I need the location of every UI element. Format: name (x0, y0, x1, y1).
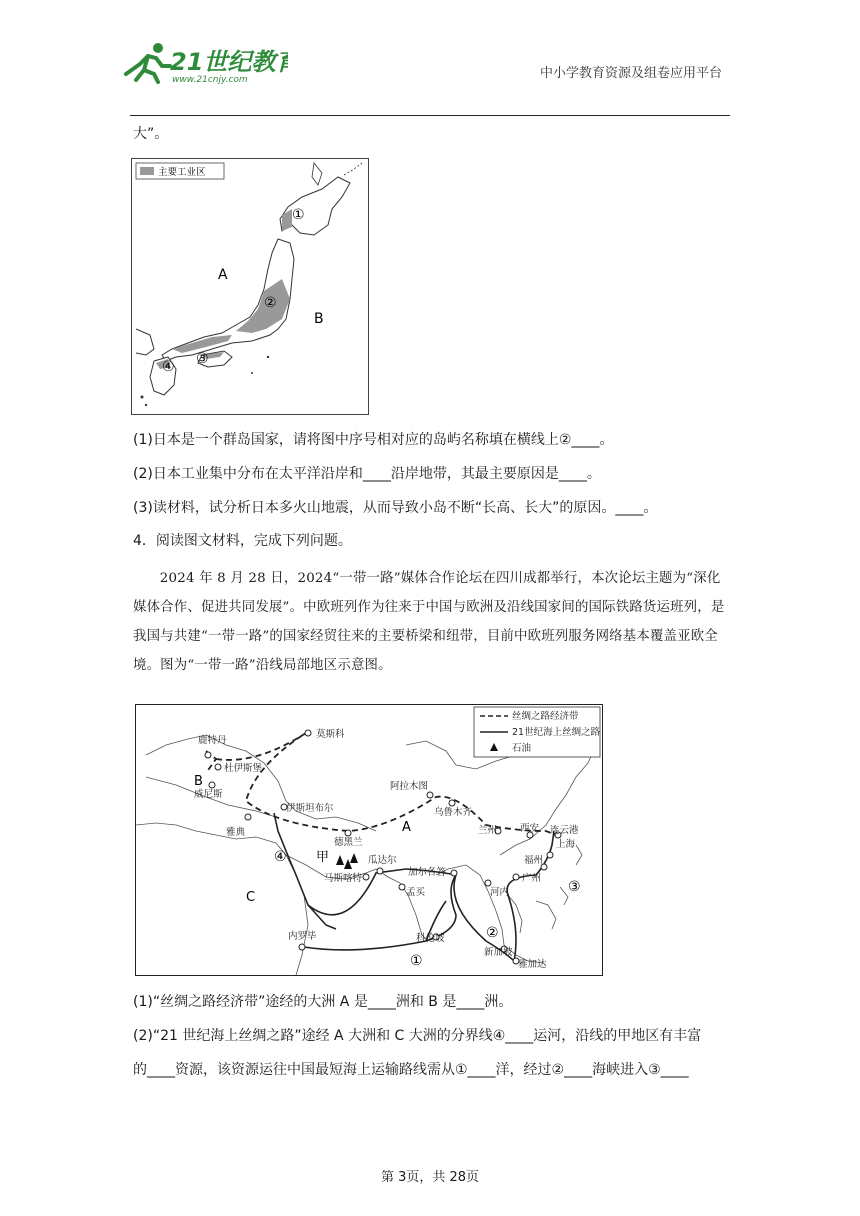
city-lianyungang: 连云港 (550, 825, 579, 836)
map1-label-a: A (218, 267, 228, 283)
map2-label-c: C (246, 890, 256, 905)
question-4-2-line1: (2)“21 世纪海上丝绸之路”途经 A 大洲和 C 大洲的分界线④____运河，沿线的甲地区有丰富 (133, 1028, 702, 1044)
question-4-material: 2024 年 8 月 28 日，2024“一带一路”媒体合作论坛在四川成都举行，本次论坛主题为“深化媒体合作、促进共同发展”。中欧班列作为往来于中国与欧洲及沿线国家间的国际铁路货运班列，是我国与共建“一带一路”的国家经贸往来的主要桥梁和纽带，目前中欧班列服务网络基本覆盖亚欧全境。图为“一带一路”沿线局部地区示意图。 (133, 571, 725, 673)
city-urumqi: 乌鲁木齐 (434, 807, 473, 818)
logo-url: www.21cnjy.com (172, 75, 248, 85)
question-4-2-line2: 的____资源，该资源运往中国最短海上运输路线需从①____洋，经过②____海峡进入③____ (133, 1062, 689, 1078)
japan-map (131, 158, 369, 415)
map1-mark-1: ① (292, 207, 305, 223)
map2-label-a: A (402, 820, 411, 835)
city-moscow: 莫斯科 (316, 729, 345, 740)
city-duisburg: 杜伊斯堡 (224, 763, 263, 774)
question-4-1: (1)“丝绸之路经济带”途经的大洲 A 是____洲和 B 是____洲。 (133, 994, 513, 1010)
city-colombo: 科伦坡 (416, 933, 445, 944)
city-singapore: 新加坡 (484, 947, 513, 958)
text-fragment: 大”。 (133, 126, 169, 142)
city-shanghai: 上海 (556, 839, 576, 850)
map2-legend-silk-road-belt: 丝绸之路经济带 (512, 711, 579, 722)
city-guangzhou: 广州 (522, 873, 542, 884)
map1-mark-4: ④ (162, 359, 175, 375)
city-jakarta: 雅加达 (518, 959, 547, 970)
city-fuzhou: 福州 (524, 855, 544, 866)
map2-legend-maritime-silk-road: 21世纪海上丝绸之路 (512, 727, 601, 738)
page-number: 第 3页，共 28页 (380, 1170, 480, 1185)
belt-and-road-map (135, 704, 603, 976)
city-mumbai: 孟买 (406, 887, 426, 898)
city-lanzhou: 兰州 (478, 825, 498, 836)
header-platform-name: 中小学教育资源及组卷应用平台 (539, 66, 722, 81)
map1-label-b: B (314, 311, 324, 327)
map1-mark-3: ③ (196, 351, 209, 367)
header-divider (130, 115, 730, 116)
runner-icon (126, 43, 170, 82)
map2-legend-oil: 石油 (512, 743, 532, 754)
city-muscat: 马斯喀特 (324, 873, 363, 884)
site-logo (118, 40, 288, 86)
map2-mark-4: ④ (274, 849, 287, 865)
map2-mark-3: ③ (568, 879, 581, 895)
city-gwadar: 瓜达尔 (368, 855, 397, 866)
city-tehran: 德黑兰 (334, 837, 363, 848)
city-xian: 西安 (520, 823, 540, 834)
city-kolkata: 加尔各答 (408, 867, 447, 878)
question-4-title: 4．阅读图文材料，完成下列问题。 (133, 533, 352, 549)
city-istanbul: 伊斯坦布尔 (286, 803, 334, 814)
city-rotterdam: 鹿特丹 (198, 735, 227, 746)
industrial-zone-legend-swatch (140, 167, 154, 175)
question-3-3: (3)读材料，试分析日本多火山地震，从而导致小岛不断“长高、长大”的原因。____。 (133, 500, 658, 516)
map2-mark-1: ① (410, 953, 423, 969)
map2-label-b: B (194, 774, 203, 789)
map2-mark-2: ② (486, 925, 499, 941)
city-athens: 雅典 (226, 827, 246, 838)
map1-legend: 主要工业区 (158, 167, 206, 178)
map2-label-jia: 甲 (316, 850, 330, 865)
city-almaty: 阿拉木图 (390, 781, 429, 792)
map1-mark-2: ② (264, 295, 277, 311)
question-3-1: (1)日本是一个群岛国家，请将图中序号相对应的岛屿名称填在横线上②____。 (133, 432, 614, 448)
question-3-2: (2)日本工业集中分布在太平洋沿岸和____沿岸地带，其最主要原因是____。 (133, 466, 601, 482)
city-venice: 威尼斯 (194, 789, 223, 800)
city-hanoi: 河内 (490, 887, 510, 898)
logo-text: 21世纪教育 (170, 48, 288, 76)
city-nairobi: 内罗毕 (288, 931, 317, 942)
